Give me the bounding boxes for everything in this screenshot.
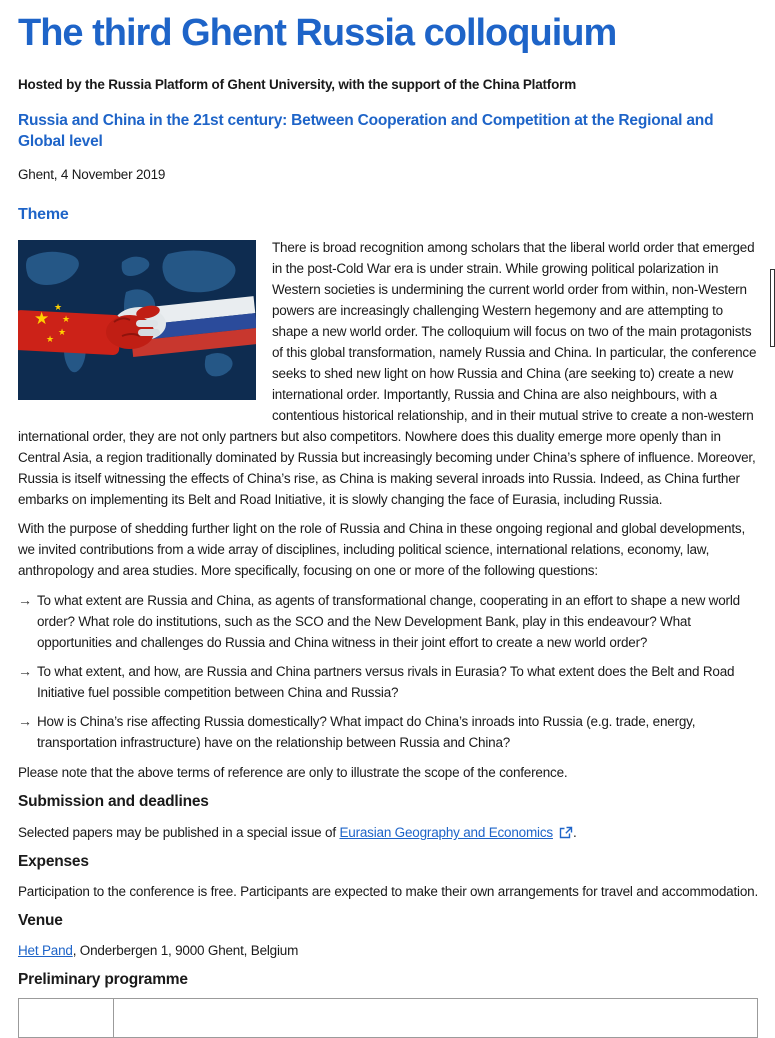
venue-address: , Onderbergen 1, 9000 Ghent, Belgium — [72, 943, 299, 958]
journal-link[interactable]: Eurasian Geography and Economics — [339, 825, 553, 840]
question-item — [18, 661, 758, 703]
het-pand-link[interactable]: Het Pand — [18, 943, 73, 958]
programme-table — [18, 998, 758, 1038]
programme-table-cell — [19, 999, 114, 1037]
theme-heading: Theme — [18, 206, 69, 223]
svg-text:★: ★ — [54, 302, 62, 312]
venue-heading: Venue — [18, 912, 63, 929]
programme-heading: Preliminary programme — [18, 971, 188, 988]
arrow-bullet-icon: → — [18, 713, 32, 729]
question-text: To what extent, and how, are Russia and China partners versus rivals in Eurasia? To what extent does the Belt and Road Initiative fuel possible competition between China and Russia? — [37, 664, 735, 700]
page-title: The third Ghent Russia colloquium — [18, 12, 617, 54]
scope-note: Please note that the above terms of reference are only to illustrate the scope of the conference. — [18, 765, 568, 780]
svg-text:★: ★ — [62, 314, 70, 324]
submission-text — [18, 822, 758, 845]
question-item — [18, 590, 758, 653]
submission-text-after: . — [572, 825, 577, 840]
submission-text-before: Selected papers may be published in a special issue of — [18, 825, 340, 840]
question-text: To what extent are Russia and China, as agents of transformational change, cooperating in an effort to shape a new world order? What role do institutions, such as the SCO and the New Development Bank, play in this endeavour? What opportunities and challenges do Russia and China witness in their joint effort to create a new world order? — [37, 593, 740, 650]
arrow-bullet-icon: → — [18, 592, 32, 608]
svg-text:★: ★ — [34, 309, 50, 328]
theme-paragraph-2: With the purpose of shedding further light on the role of Russia and China in these ongoing regional and global developments, we invited contributions from a wide array of disciplines, including political science, international relations, economy, law, anthropology and area studies. More specifically, focusing on one or more of the following questions: — [18, 521, 745, 578]
event-place-date: Ghent, 4 November 2019 — [18, 167, 166, 182]
theme-paragraph-1: There is broad recognition among scholars that the liberal world order that emerged in the post-Cold War era is under strain. While growing political polarization in Western societies is undermining the current world order from within, non-Western powers are increasingly challenging Western hegemony and are attempting to shape a new world order. The colloquium will focus on two of the main protagonists of this global transformation, namely Russia and China. In particular, the conference seeks to shed new light on how Russia and China (are seeking to) create a new international order. Importantly, Russia and China are also neighbours, with a contentious historical relationship, and in their mutual strive to create a non-western international order, they are not only partners but also competitors. Nowhere does this duality emerge more openly than in Central Asia, a region traditionally dominated by Russia but increasingly becoming under China’s sphere of influence. Moreover, Russia is itself witnessing the effects of China’s rise, as China is making several inroads into Russia. Indeed, as China further embarks on implementing its Belt and Road Initiative, it is slowly changing the face of Eurasia, including Russia. — [18, 240, 757, 507]
question-item — [18, 711, 758, 753]
submission-heading: Submission and deadlines — [18, 793, 209, 810]
question-text: How is China’s rise affecting Russia domestically? What impact do China’s inroads into Russia (e.g. trade, energy, transportation infrastructure) have on the relationship between Russia and China? — [37, 714, 696, 750]
page-subtitle: Hosted by the Russia Platform of Ghent University, with the support of the China Platform — [18, 77, 577, 92]
expenses-heading: Expenses — [18, 853, 89, 870]
arrow-bullet-icon: → — [18, 663, 32, 679]
theme-block — [18, 237, 758, 510]
svg-text:★: ★ — [46, 334, 54, 344]
svg-text:★: ★ — [58, 327, 66, 337]
programme-table-cell — [114, 999, 757, 1037]
expenses-text: Participation to the conference is free. Participants are expected to make their own arrangements for travel and accommodation. — [18, 884, 759, 899]
event-title: Russia and China in the 21st century: Between Cooperation and Competition at the Regional and Global level — [18, 112, 714, 150]
china-russia-handshake-image — [18, 240, 256, 400]
venue-text — [18, 940, 758, 961]
external-link-icon — [559, 824, 573, 845]
scrollbar-thumb[interactable] — [770, 269, 775, 347]
